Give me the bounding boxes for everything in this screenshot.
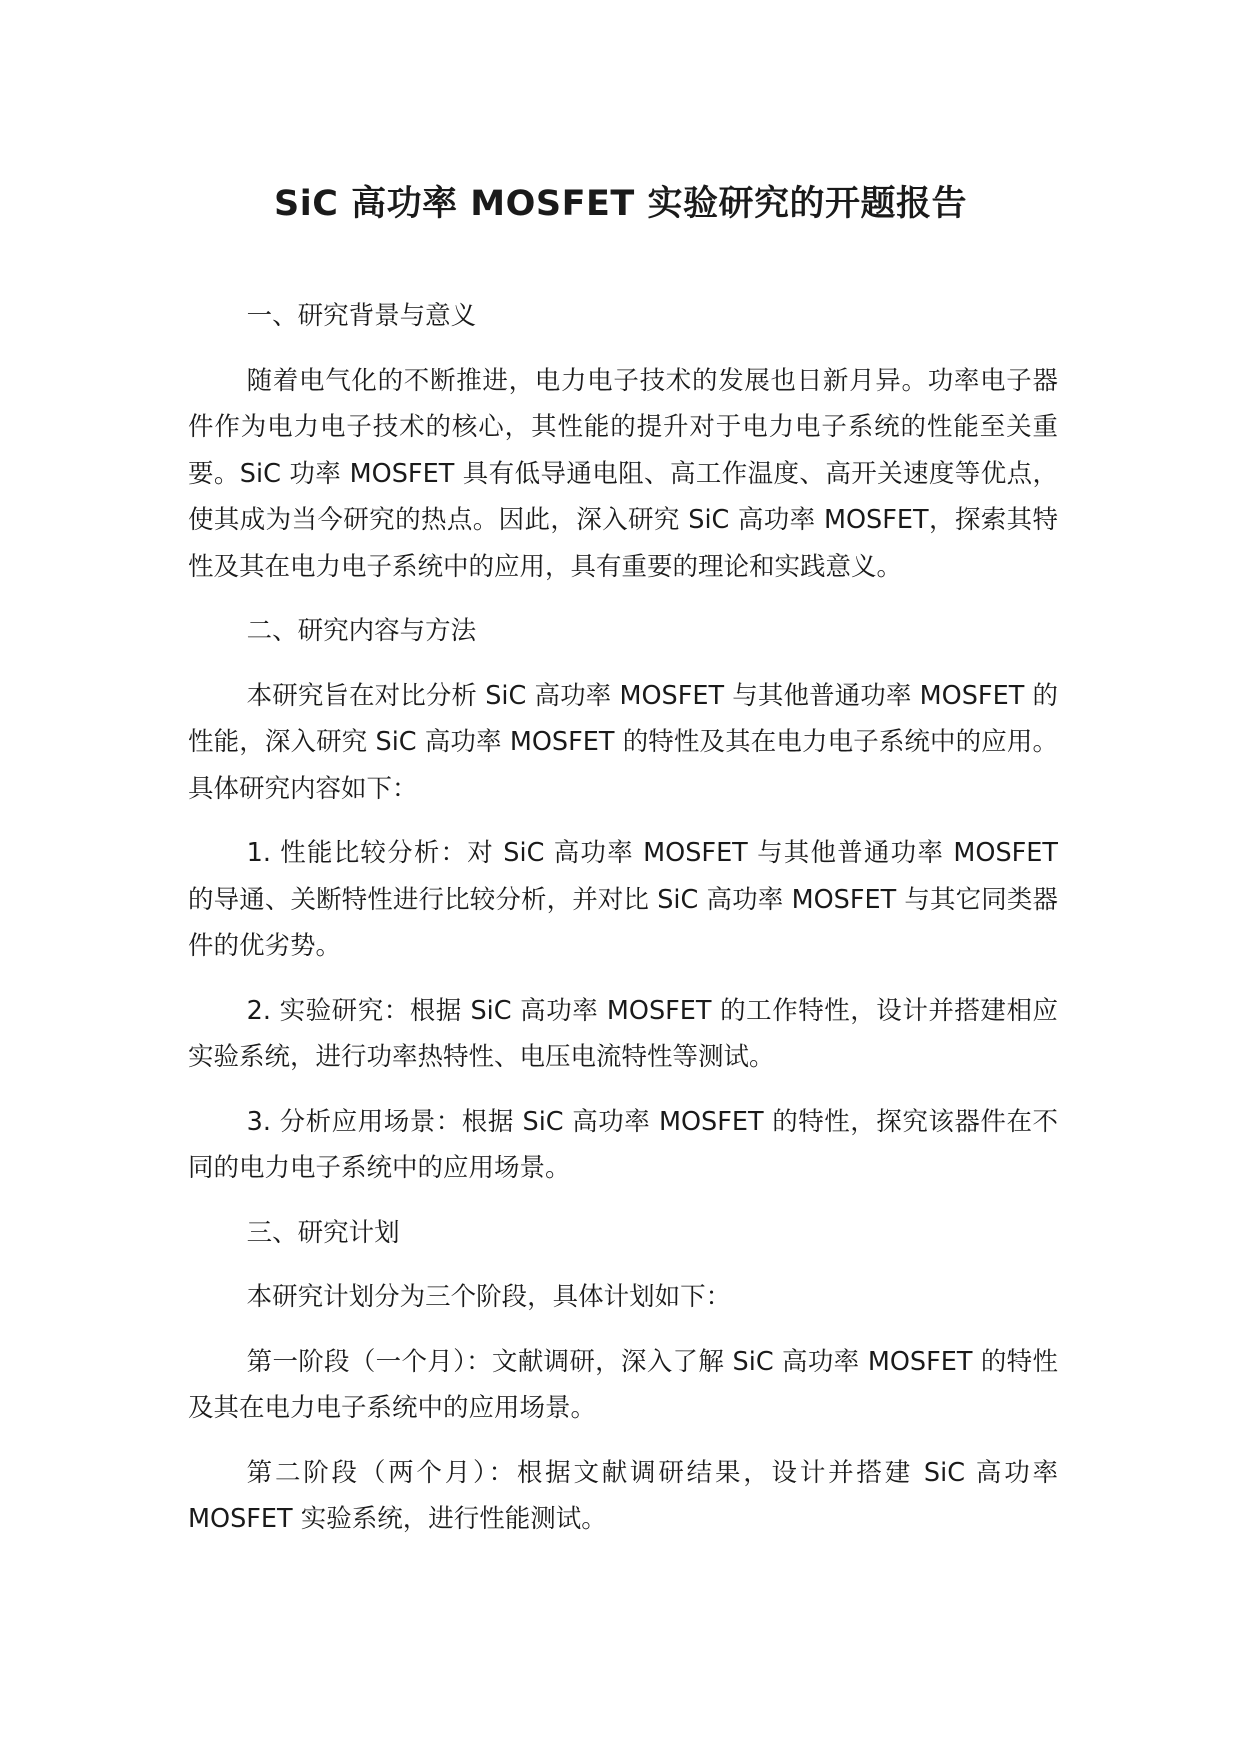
list-item-performance-comparison: 1. 性能比较分析：对 SiC 高功率 MOSFET 与其他普通功率 MOSFET 的导通、关断特性进行比较分析，并对比 SiC 高功率 MOSFET 与其它同类器件的优劣势。 bbox=[188, 838, 1058, 961]
document-body bbox=[188, 293, 1058, 1561]
paragraph-background: 随着电气化的不断推进，电力电子技术的发展也日新月异。功率电子器件作为电力电子技术的核心，其性能的提升对于电力电子系统的性能至关重要。SiC 功率 MOSFET 具有低导通电阻、高工作温度、高开关速度等优点，使其成为当今研究的热点。因此，深入研究 SiC 高功率 MOSFET，探索其特性及其在电力电子系统中的应用，具有重要的理论和实践意义。 bbox=[188, 365, 1058, 582]
list-item-experimental-research: 2. 实验研究：根据 SiC 高功率 MOSFET 的工作特性，设计并搭建相应实验系统，进行功率热特性、电压电流特性等测试。 bbox=[188, 995, 1058, 1072]
list-item-application-scenarios: 3. 分析应用场景：根据 SiC 高功率 MOSFET 的特性，探究该器件在不同的电力电子系统中的应用场景。 bbox=[188, 1106, 1058, 1183]
section-heading-research-plan: 三、研究计划 bbox=[246, 1217, 400, 1248]
paragraph-plan-intro: 本研究计划分为三个阶段，具体计划如下： bbox=[246, 1282, 732, 1312]
section-heading-content-methods: 二、研究内容与方法 bbox=[246, 616, 477, 646]
paragraph-phase-one: 第一阶段（一个月）：文献调研，深入了解 SiC 高功率 MOSFET 的特性及其在电力电子系统中的应用场景。 bbox=[188, 1346, 1058, 1423]
paragraph-research-aim: 本研究旨在对比分析 SiC 高功率 MOSFET 与其他普通功率 MOSFET 的性能，深入研究 SiC 高功率 MOSFET 的特性及其在电力电子系统中的应用。具体研究内容如下： bbox=[188, 680, 1058, 804]
paragraph-phase-two: 第二阶段（两个月）：根据文献调研结果，设计并搭建 SiC 高功率 MOSFET 实验系统，进行性能测试。 bbox=[188, 1457, 1058, 1534]
section-heading-background: 一、研究背景与意义 bbox=[246, 301, 477, 331]
document-title: SiC 高功率 MOSFET 实验研究的开题报告 bbox=[274, 184, 967, 224]
